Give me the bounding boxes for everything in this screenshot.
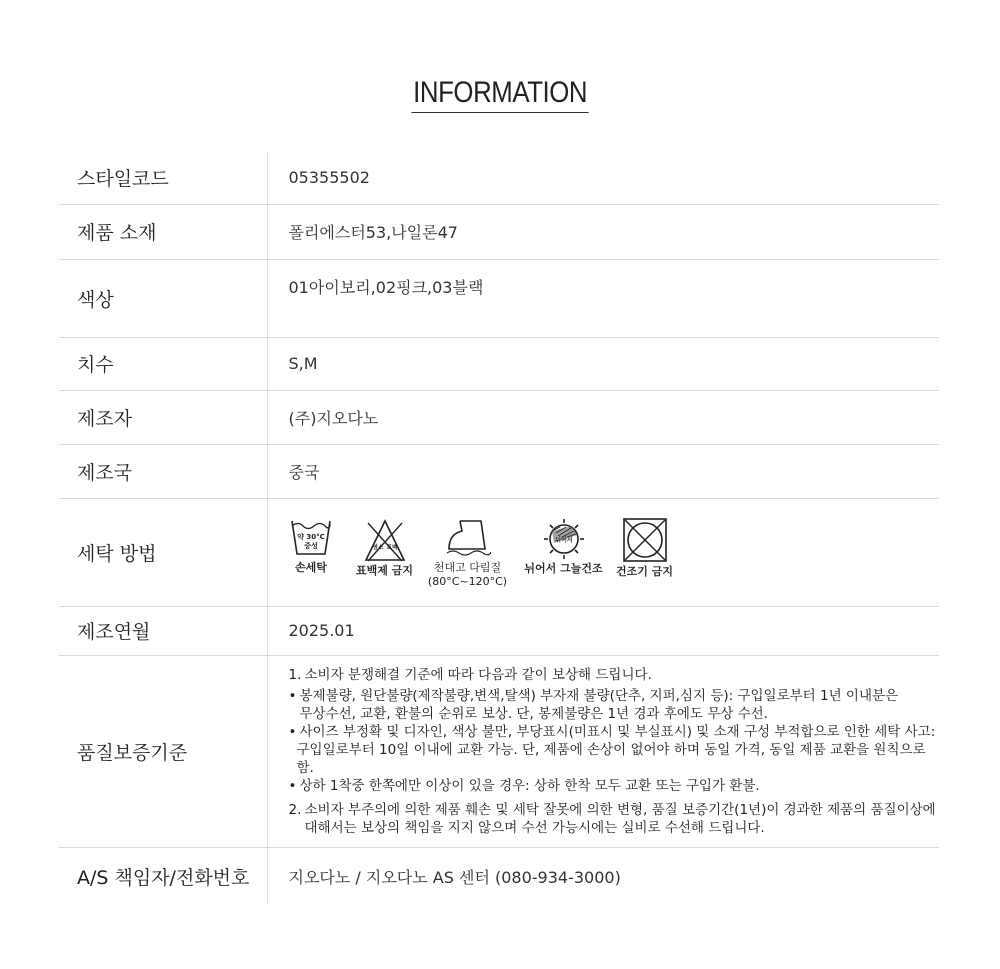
quality-bullet-2-line-1: • 사이즈 부정확 및 디자인, 색상 불만, 부당표시(미표시 및 부실표시) 및 소재 구성 부적합으로 인한 세탁 사고: xyxy=(299,723,936,740)
value-style-code: 05355502 xyxy=(267,152,939,204)
row-maker xyxy=(59,390,939,444)
quality-bullet-2-line-2: 구입일로부터 10일 이내에 교환 가능. 단, 제품에 손상이 없어야 하며 동일 가격, 동일 제품 교환을 원칙으로 함. xyxy=(296,741,926,776)
label-material: 제품 소재 xyxy=(59,204,267,259)
quality-item-2-line-1: 소비자 부주의에 의한 제품 훼손 및 세탁 잘못에 의한 변형, 품질 보증기간(1년)이 경과한 제품의 품질이상에 xyxy=(304,801,936,818)
label-style-code: 스타일코드 xyxy=(59,152,267,204)
value-date: 2025.01 xyxy=(267,606,939,655)
no-bleach-right: 표백 xyxy=(386,545,397,551)
label-date: 제조연월 xyxy=(59,606,267,655)
hand-wash-caption: 손세탁 xyxy=(295,561,327,574)
shade-dry-inner: 뉘어서 xyxy=(554,537,573,544)
quality-bullet-2 xyxy=(289,723,940,777)
care-icons xyxy=(289,515,940,589)
quality-bullets xyxy=(289,687,940,795)
iron-icon xyxy=(445,517,491,557)
quality-bullet-3-line-1: • 상하 1착중 한쪽에만 이상이 있을 경우: 상하 한착 모두 교환 또는 구입가 환불. xyxy=(299,777,760,794)
row-color xyxy=(59,259,939,337)
care-iron xyxy=(428,517,508,589)
shade-dry-icon xyxy=(540,517,588,561)
label-maker: 제조자 xyxy=(59,390,267,444)
row-style-code xyxy=(59,152,939,204)
row-size xyxy=(59,337,939,390)
quality-item-2 xyxy=(289,801,940,837)
value-as: 지오다노 / 지오다노 AS 센터 (080-934-3000) xyxy=(288,867,621,887)
label-color: 색상 xyxy=(59,259,267,337)
quality-item-1-text: 소비자 분쟁해결 기준에 따라 다음과 같이 보상해 드립니다. xyxy=(304,666,652,683)
quality-bullet-1-line-1: • 봉제불량, 원단불량(제작불량,변색,탈색) 부자재 불량(단추, 지퍼,심지 등): 구입일로부터 1년 이내분은 xyxy=(299,687,899,704)
iron-temp-caption: (80°C~120°C) xyxy=(427,575,508,588)
page-title-wrap xyxy=(0,74,1000,113)
no-bleach-caption: 표백제 금지 xyxy=(356,564,413,577)
quality-item-1-num: 1. xyxy=(288,666,302,683)
quality-bullet-3 xyxy=(289,777,940,795)
info-table xyxy=(59,152,939,905)
label-quality: 품질보증기준 xyxy=(59,655,267,847)
label-size: 치수 xyxy=(59,337,267,390)
row-material xyxy=(59,204,939,259)
value-country: 중국 xyxy=(267,444,939,498)
row-as xyxy=(59,847,939,905)
care-no-tumble xyxy=(614,517,676,579)
shade-dry-caption: 뉘어서 그늘건조 xyxy=(524,562,603,575)
care-shade-dry xyxy=(524,517,604,576)
quality-bullet-1 xyxy=(289,687,940,723)
iron-caption: 천대고 다림질 xyxy=(433,561,502,574)
value-material: 폴리에스터53,나일론47 xyxy=(267,204,939,259)
quality-bullet-1-line-2: 무상수선, 교환, 환불의 순위로 보상. 단, 봉제불량은 1년 경과 후에도 무상 수선. xyxy=(299,705,768,722)
label-washing: 세탁 방법 xyxy=(59,498,267,606)
label-as: A/S 책임자/전화번호 xyxy=(59,847,267,905)
label-country: 제조국 xyxy=(59,444,267,498)
care-hand-wash xyxy=(289,517,334,575)
page-title: INFORMATION xyxy=(411,74,588,113)
row-washing xyxy=(59,498,939,606)
row-country xyxy=(59,444,939,498)
row-quality xyxy=(59,655,939,847)
quality-text xyxy=(289,656,940,847)
value-washing xyxy=(267,498,939,606)
value-size: S,M xyxy=(267,337,939,390)
value-quality xyxy=(267,655,939,847)
value-color: 01아이보리,02핑크,03블랙 xyxy=(267,259,939,337)
quality-item-1 xyxy=(289,666,940,684)
hand-wash-temp: 약 30°C xyxy=(297,533,325,541)
quality-item-2-num: 2. xyxy=(288,801,302,818)
no-tumble-caption: 건조기 금지 xyxy=(616,565,673,578)
no-bleach-icon xyxy=(363,517,407,565)
hand-wash-icon xyxy=(289,517,333,557)
quality-item-2-line-2: 대해서는 보상의 책임을 지지 않으며 수선 가능시에는 실비로 수선해 드립니다. xyxy=(304,819,765,836)
value-maker: (주)지오다노 xyxy=(267,390,939,444)
row-date xyxy=(59,606,939,655)
care-no-bleach xyxy=(354,517,416,578)
no-tumble-dry-icon xyxy=(622,517,668,563)
no-bleach-left: 염소 xyxy=(372,545,383,551)
hand-wash-detergent: 중성 xyxy=(304,542,318,550)
